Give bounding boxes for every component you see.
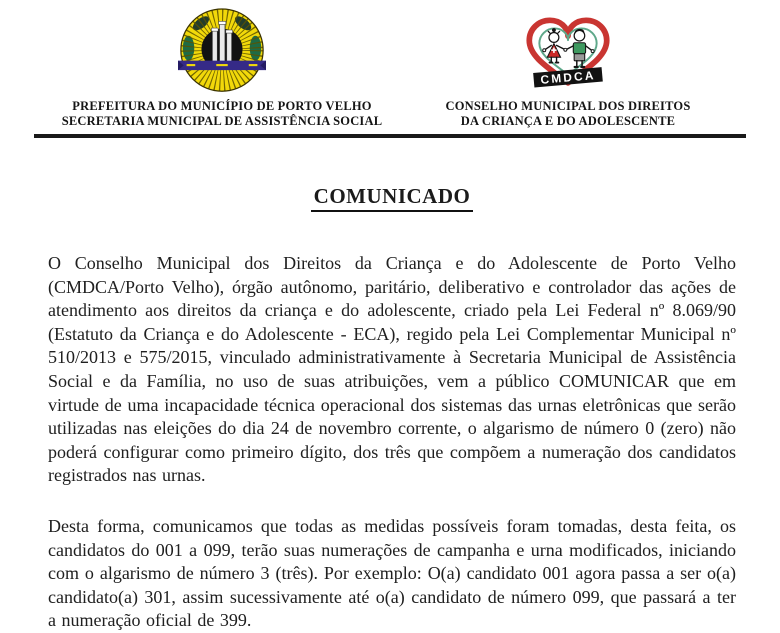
prefeitura-header-block: [42, 5, 402, 129]
cmdca-banner: [533, 67, 603, 87]
paragraph-1: O Conselho Municipal dos Direitos da Criança e do Adolescente de Porto Velho (CMDCA/Porto Velho), órgão autônomo, paritário, deliberativo e controlador das ações de atendimento aos direitos da criança e do adolescente, criado pela Lei Federal nº 8.069/90 (Estatuto da Criança e do Adolescente - ECA), regido pela Lei Complementar Municipal nº 510/2013 e 575/2015, vinculado administrativamente à Secretaria Municipal de Assistência Social e da Família, no uso de suas atribuições, vem a público COMUNICAR que em virtude de uma incapacidade técnica operacional dos sistemas das urnas eletrônicas que serão utilizadas nas eleições do dia 24 de novembro corrente, o algarismo de número 0 (zero) não poderá configurar como primeiro dígito, dos três que compõem a numeração dos candidatos registrados nas urnas.: [48, 253, 736, 486]
porto-velho-coat-of-arms-icon: [174, 8, 270, 96]
prefeitura-logo-box: [174, 5, 270, 99]
document-title: COMUNICADO: [311, 184, 474, 212]
cmdca-header-block: [426, 5, 710, 129]
cmdca-logo-box: [514, 5, 622, 99]
conselho-name-line2: DA CRIANÇA E DO ADOLESCENTE: [460, 114, 676, 128]
paragraph-2: Desta forma, comunicamos que todas as medidas possíveis foram tomadas, desta feita, os candidatos do 001 a 099, terão suas numerações de campanha e urna modificados, iniciando com o algarismo de número 3 (três). Por exemplo: O(a) candidato 001 agora passa a ser o(a) candidato(a) 301, assim sucessivamente até o(a) candidato de número 099, que passará a ter a numeração oficial de 399.: [48, 515, 736, 631]
document-header: [0, 0, 780, 134]
document-body: [0, 184, 780, 633]
conselho-name-line1: CONSELHO MUNICIPAL DOS DIREITOS: [445, 99, 691, 113]
document-title-row: [48, 184, 736, 212]
prefeitura-name: PREFEITURA DO MUNICÍPIO DE PORTO VELHO: [72, 99, 372, 113]
header-divider-rule: [34, 134, 746, 138]
ribbon-banner: [178, 61, 266, 71]
secretaria-name: SECRETARIA MUNICIPAL DE ASSISTÊNCIA SOCIAL: [61, 114, 383, 128]
cmdca-heart-logo-icon: [514, 8, 622, 96]
cmdca-banner-text: CMDCA: [539, 68, 597, 87]
